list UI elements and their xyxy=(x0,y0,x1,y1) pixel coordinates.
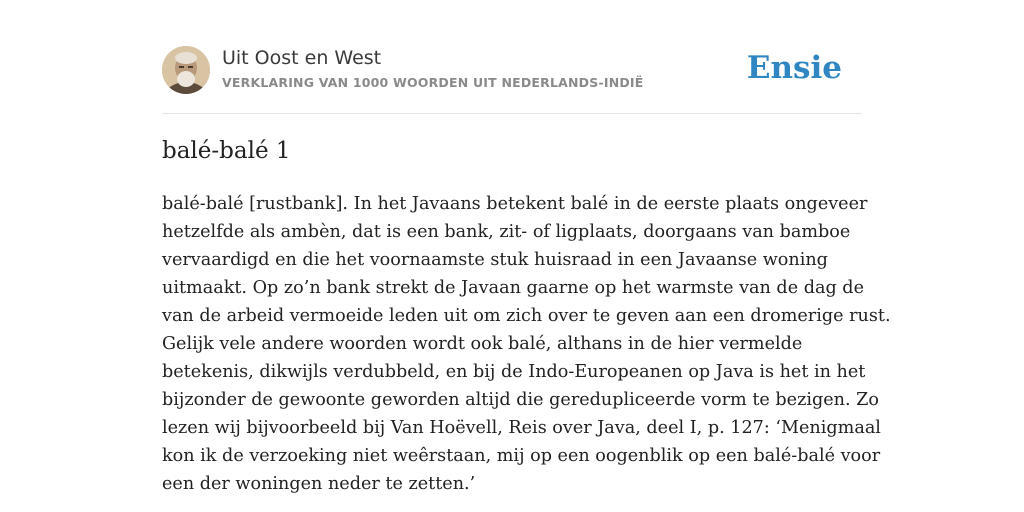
definition-line: vervaardigd en die het voornaamste stuk huisraad in een Javaanse woning xyxy=(162,250,828,270)
author-portrait-image xyxy=(162,46,210,94)
source-title[interactable]: Uit Oost en West xyxy=(222,47,382,69)
author-avatar[interactable] xyxy=(162,46,210,94)
source-header xyxy=(162,46,862,96)
definition-line: een der woningen neder te zetten.’ xyxy=(162,474,476,494)
definition-line: bijzonder de gewoonte geworden altijd die geredupliceerde vorm te bezigen. Zo xyxy=(162,390,879,410)
definition-line: lezen wij bijvoorbeeld bij Van Hoëvell, Reis over Java, deel I, p. 127: ‘Menigmaal xyxy=(162,418,881,438)
definition-line: hetzelfde als ambèn, dat is een bank, zit- of ligplaats, doorgaans van bamboe xyxy=(162,222,851,242)
definition-line: Gelijk vele andere woorden wordt ook balé, althans in de hier vermelde xyxy=(162,334,803,354)
definition-line: kon ik de verzoeking niet weêrstaan, mij op een oogenblik op een balé-balé voor xyxy=(162,446,881,466)
definition-line: balé-balé [rustbank]. In het Javaans betekent balé in de eerste plaats ongeveer xyxy=(162,194,868,214)
entry-definition xyxy=(162,190,891,498)
definition-line: uitmaakt. Op zo’n bank strekt de Javaan gaarne op het warmste van de dag de xyxy=(162,278,864,298)
ensie-logo[interactable]: Ensie xyxy=(746,50,842,86)
entry-headword: balé-balé 1 xyxy=(162,138,291,164)
source-subtitle: VERKLARING VAN 1000 WOORDEN UIT NEDERLANDS-INDIË xyxy=(222,75,644,90)
definition-line: betekenis, dikwijls verdubbeld, en bij de Indo-Europeanen op Java is het in het xyxy=(162,362,866,382)
definition-line: van de arbeid vermoeide leden uit om zich over te geven aan een dromerige rust. xyxy=(162,306,891,326)
header-divider xyxy=(162,113,862,114)
